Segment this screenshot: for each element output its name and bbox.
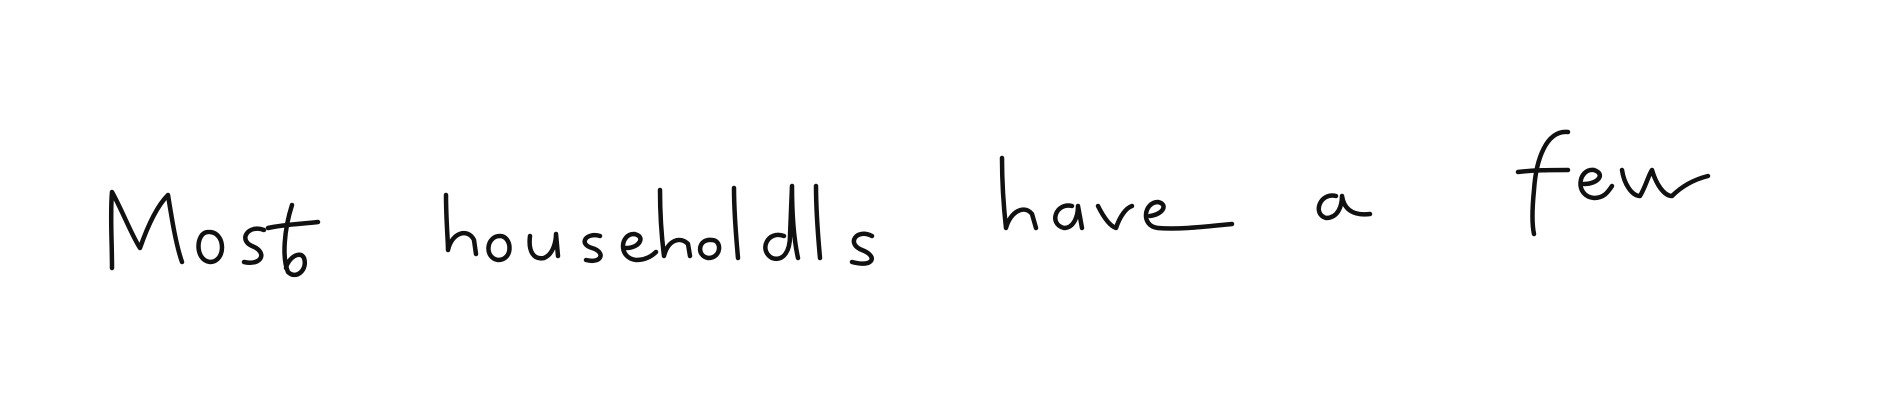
word-a — [1310, 185, 1353, 255]
word-households — [440, 180, 839, 250]
word-have — [990, 165, 1162, 235]
word-most — [105, 180, 272, 250]
word-few — [1510, 140, 1635, 210]
